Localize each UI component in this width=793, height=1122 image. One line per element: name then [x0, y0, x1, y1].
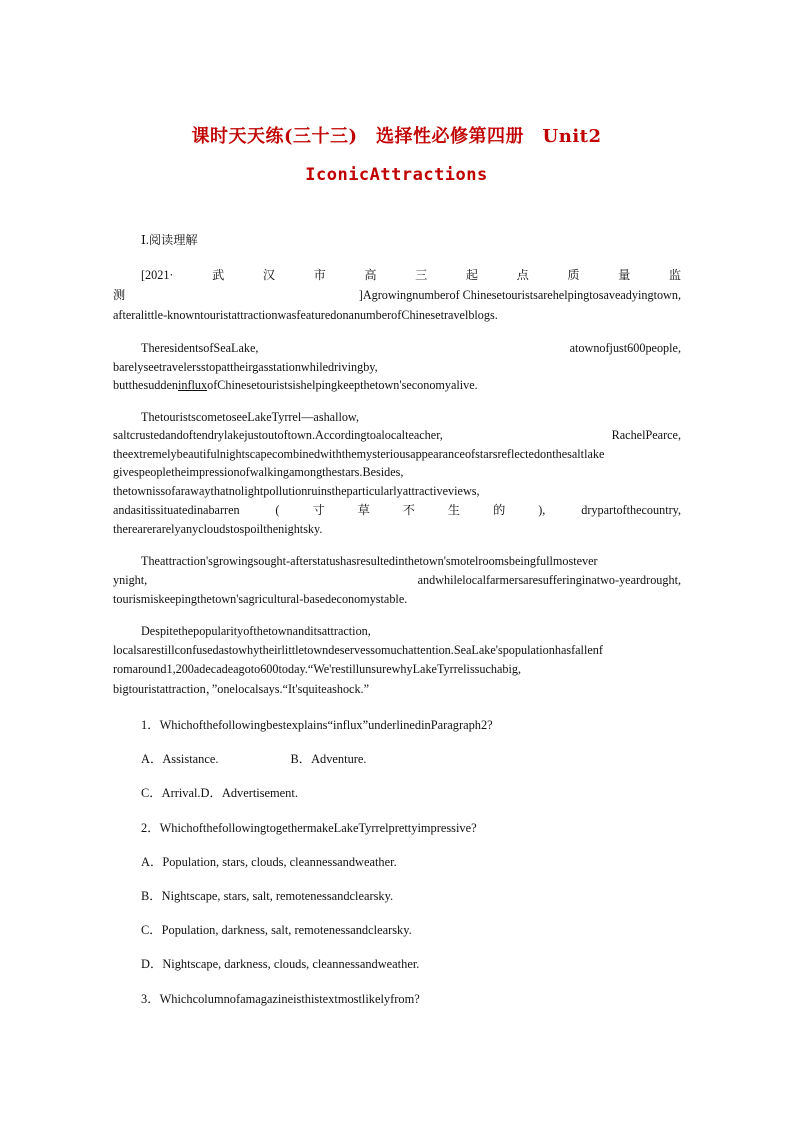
gloss-char: 草 — [357, 503, 370, 517]
paragraph-line: thetownissofarawaythatnolightpollutionruinstheparticularlyattractiveviews, — [113, 484, 480, 498]
underlined-word-influx: influx — [178, 378, 208, 392]
paragraph-text: andwhilelocalfarmersaresufferinginatwo-yeardrought, — [417, 573, 681, 587]
paragraph-line — [113, 501, 681, 520]
title-line-1: 课时天天练(三十三) 选择性必修第四册 Unit2 — [191, 126, 602, 147]
source-char: 武 — [212, 268, 225, 282]
paragraph-text: atownofjust600people, — [569, 341, 681, 355]
paragraph-text: butthesudden — [113, 378, 178, 392]
gloss-char: ( — [275, 503, 280, 517]
question-2-option-a: A．Population, stars, clouds, cleannessandweather. — [141, 855, 397, 869]
question-2-option-c: C．Population, darkness, salt, remotenessandclearsky. — [141, 923, 412, 937]
gloss-char: 寸 — [312, 503, 325, 517]
paragraph-line: localsarestillconfusedastowhytheirlittletowndeservessomuchattention.SeaLake'spopulationhasfallenf — [113, 643, 603, 657]
source-char: 三 — [415, 268, 428, 282]
paragraph-line: givespeopletheimpressionofwalkingamongthestars.Besides, — [113, 465, 404, 479]
paragraph-line — [113, 426, 681, 445]
paragraph-line — [113, 376, 681, 395]
source-char: 点 — [516, 268, 529, 282]
question-2-option-d: D．Nightscape, darkness, clouds, cleannessandweather. — [141, 957, 420, 971]
paragraph-text: ynight, — [113, 573, 148, 587]
paragraph-line — [141, 339, 681, 358]
section-label: Ⅰ.阅读理解 — [141, 233, 198, 247]
gloss-char: ), — [538, 503, 546, 517]
paragraph-line: therearerarelyanycloudstospoilthenightsky. — [113, 522, 323, 536]
source-char: 量 — [618, 268, 631, 282]
title-line-2: IconicAttractions — [305, 165, 488, 185]
paragraph-text: ofChinesetouristsishelpingkeepthetown'seconomyalive. — [207, 378, 478, 392]
question-1: 1．Whichofthefollowingbestexplains“influx”underlinedinParagraph2? — [141, 718, 493, 732]
gloss-char: 不 — [402, 503, 415, 517]
paragraph-text: drypartofthecountry, — [581, 503, 681, 517]
paragraph-line: romaround1,200adecadeagoto600today.“We'restillunsurewhyLakeTyrrelissuchabig, — [113, 662, 522, 676]
source-prefix: [2021· — [141, 268, 174, 282]
paragraph-line — [113, 286, 681, 305]
paragraph-line: theextremelybeautifulnightscapecombinedwiththemysteriousappearanceofstarsreflectedonthesaltlake — [113, 447, 605, 461]
question-3: 3．Whichcolumnofamagazineisthistextmostlikelyfrom? — [141, 992, 420, 1006]
paragraph-line: tourismiskeepingthetown'sagricultural-basedeconomystable. — [113, 592, 408, 606]
gloss-group — [275, 501, 545, 520]
paragraph-line: barelyseetravelersstopattheirgasstationwhiledrivingby, — [113, 360, 378, 374]
source-line — [141, 266, 681, 285]
question-1-options-cd: C．Arrival.D．Advertisement. — [141, 786, 298, 800]
paragraph-line — [113, 571, 681, 590]
source-char: 高 — [364, 268, 377, 282]
gloss-char: 的 — [493, 503, 506, 517]
paragraph-line: Despitethepopularityofthetownanditsattraction, — [141, 624, 371, 638]
paragraph-line: afteralittle-knowntouristattractionwasfeaturedonanumberofChinesetravelblogs. — [113, 308, 498, 322]
paragraph-text: andasitissituatedinabarren — [113, 503, 240, 517]
paragraph-text: TheresidentsofSeaLake, — [141, 341, 259, 355]
paragraph-line: bigtouristattraction，”onelocalsays.“It'squiteashock.” — [113, 682, 370, 696]
option-a: A．Assistance. — [141, 752, 219, 766]
source-char: 市 — [313, 268, 326, 282]
source-char: 起 — [465, 268, 478, 282]
source-char: 质 — [567, 268, 580, 282]
paragraph-text: ]Agrowingnumberof Chinesetouristsarehelpingtosaveadyingtown, — [358, 288, 681, 302]
paragraph-text: saltcrustedandoftendrylakejustoutoftown.Accordingtoalocalteacher, — [113, 428, 443, 442]
question-1-options-ab — [141, 749, 367, 767]
question-2: 2．WhichofthefollowingtogethermakeLakeTyrrelprettyimpressive? — [141, 821, 477, 835]
source-char: 汉 — [262, 268, 275, 282]
gloss-char: 生 — [447, 503, 461, 517]
source-end: 测 — [113, 288, 126, 302]
paragraph-line: Theattraction'sgrowingsought-afterstatushasresultedinthetown'smotelroomsbeingfullmostever — [141, 554, 598, 568]
option-b: B．Adventure. — [290, 752, 367, 766]
paragraph-text: RachelPearce, — [611, 428, 681, 442]
source-char: 监 — [668, 268, 681, 282]
question-2-option-b: B．Nightscape, stars, salt, remotenessandclearsky. — [141, 889, 394, 903]
paragraph-line: ThetouristscometoseeLakeTyrrel—ashallow, — [141, 410, 359, 424]
